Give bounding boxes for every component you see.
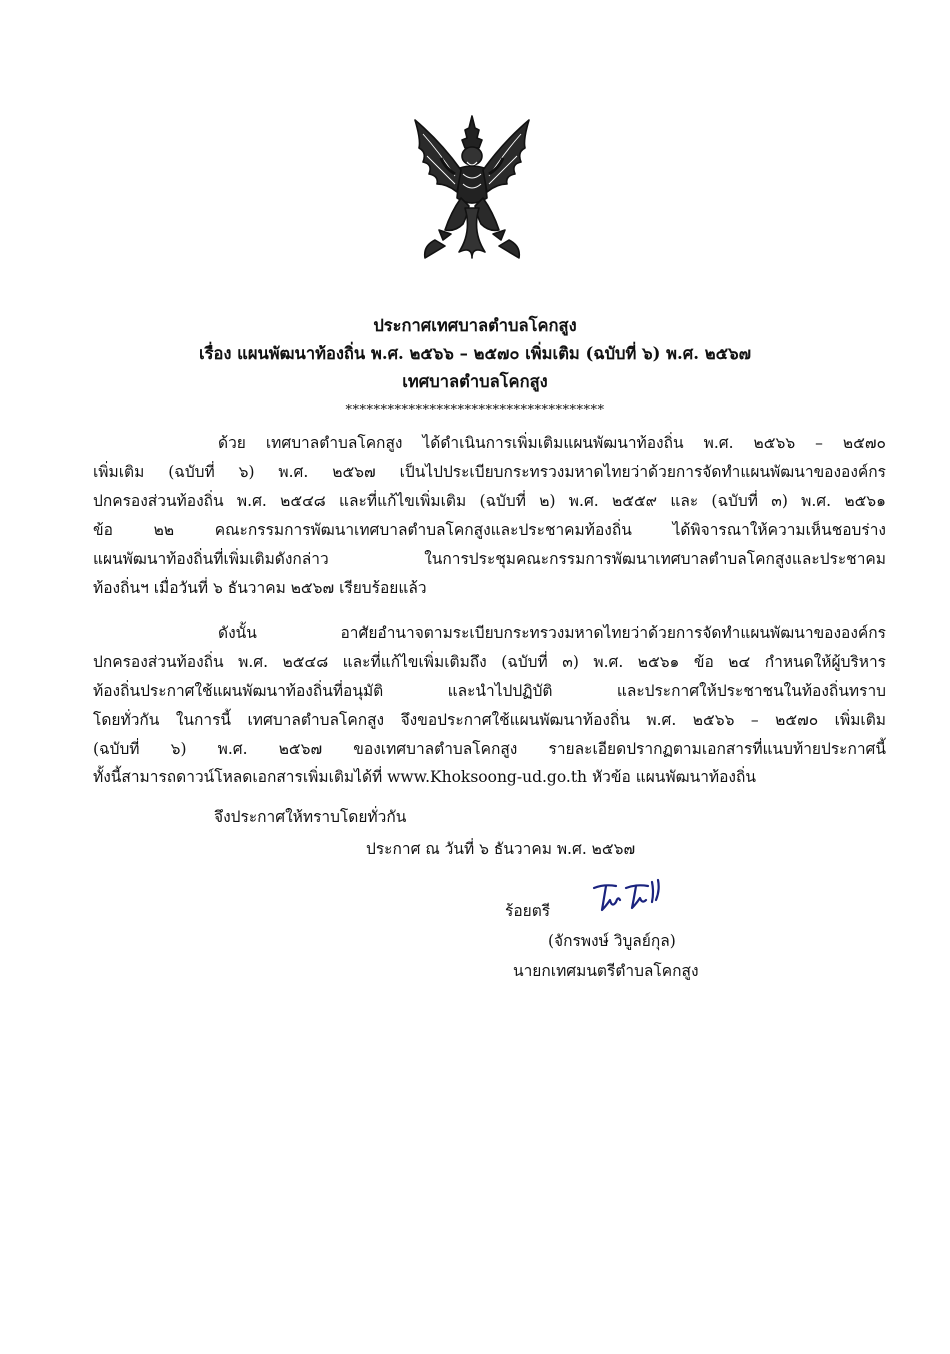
paragraph-line: ปกครองส่วนท้องถิ่น พ.ศ. ๒๕๔๘ และที่แก้ไขเพิ่มเติมถึง (ฉบับที่ ๓) พ.ศ. ๒๕๖๑ ข้อ ๒๔ กำหนดให้ผู้บริหาร (93, 653, 886, 671)
paragraph-line: ท้องถิ่นฯ เมื่อวันที่ ๖ ธันวาคม ๒๕๖๗ เรียบร้อยแล้ว (93, 579, 427, 597)
signer-rank: ร้อยตรี (505, 902, 551, 920)
paragraph-line: เพิ่มเติม (ฉบับที่ ๖) พ.ศ. ๒๕๖๗ เป็นไปประเบียบกระทรวงมหาดไทยว่าด้วยการจัดทำแผนพัฒนาขององค์กร (93, 463, 886, 481)
announcement-date: ประกาศ ณ วันที่ ๖ ธันวาคม พ.ศ. ๒๕๖๗ (366, 840, 636, 858)
closing-statement: จึงประกาศให้ทราบโดยทั่วกัน (214, 808, 407, 826)
paragraph-line: ด้วย เทศบาลตำบลโคกสูง ได้ดำเนินการเพิ่มเติมแผนพัฒนาท้องถิ่น พ.ศ. ๒๕๖๖ – ๒๕๗๐ (218, 434, 886, 452)
paragraph-line: (ฉบับที่ ๖) พ.ศ. ๒๕๖๗ ของเทศบาลตำบลโคกสูง รายละเอียดปรากฏตามเอกสารที่แนบท้ายประกาศนี้ (93, 740, 886, 758)
signer-name: (จักรพงษ์ วิบูลย์กุล) (548, 932, 676, 950)
paragraph-line: แผนพัฒนาท้องถิ่นที่เพิ่มเติมดังกล่าว ในการประชุมคณะกรรมการพัฒนาเทศบาลตำบลโคกสูงและประชาคม (93, 550, 886, 568)
paragraph-line: โดยทั่วกัน ในการนี้ เทศบาลตำบลโคกสูง จึงขอประกาศใช้แผนพัฒนาท้องถิ่น พ.ศ. ๒๕๖๖ – ๒๕๗๐ เพิ่มเติม (93, 711, 886, 729)
announcement-title: ประกาศเทศบาลตำบลโคกสูง (373, 316, 577, 335)
paragraph-line: ทั้งนี้สามารถดาวน์โหลดเอกสารเพิ่มเติมได้ที่ www.Khoksoong-ud.go.th หัวข้อ แผนพัฒนาท้องถิ่น (93, 768, 756, 786)
signer-position: นายกเทศมนตรีตำบลโคกสูง (513, 962, 699, 980)
garuda-emblem-icon (405, 112, 540, 262)
issuer-name: เทศบาลตำบลโคกสูง (402, 372, 548, 391)
handwritten-signature-icon (590, 878, 670, 918)
paragraph-line: ดังนั้น อาศัยอำนาจตามระเบียบกระทรวงมหาดไทยว่าด้วยการจัดทำแผนพัฒนาขององค์กร (218, 624, 886, 642)
paragraph-line: ข้อ ๒๒ คณะกรรมการพัฒนาเทศบาลตำบลโคกสูงและประชาคมท้องถิ่น ได้พิจารณาให้ความเห็นชอบร่าง (93, 521, 886, 539)
announcement-subject: เรื่อง แผนพัฒนาท้องถิ่น พ.ศ. ๒๕๖๖ – ๒๕๗๐ เพิ่มเติม (ฉบับที่ ๖) พ.ศ. ๒๕๖๗ (198, 344, 752, 363)
separator-line: ************************************* (345, 403, 605, 418)
paragraph-line: ปกครองส่วนท้องถิ่น พ.ศ. ๒๕๔๘ และที่แก้ไขเพิ่มเติม (ฉบับที่ ๒) พ.ศ. ๒๕๕๙ และ (ฉบับที่ ๓) พ.ศ. ๒๕๖๑ (93, 492, 886, 510)
paragraph-line: ท้องถิ่นประกาศใช้แผนพัฒนาท้องถิ่นที่อนุมัติ และนำไปปฏิบัติ และประกาศให้ประชาชนในท้องถิ่นทราบ (93, 682, 886, 700)
